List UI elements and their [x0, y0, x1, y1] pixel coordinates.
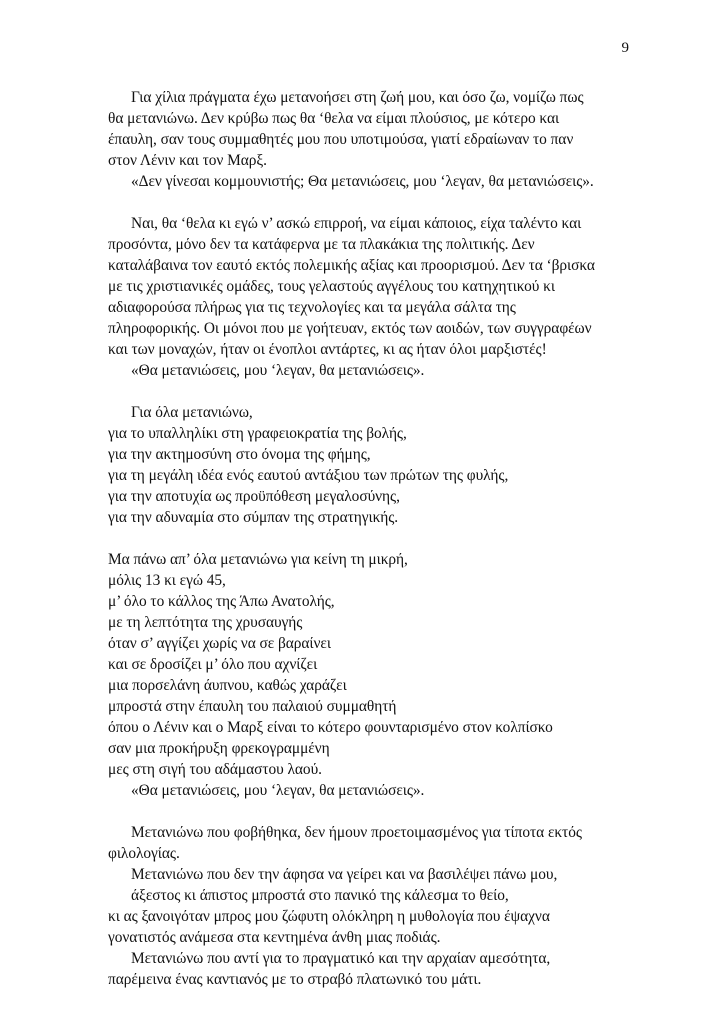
text-line: καταλάβαινα τον εαυτό εκτός πολεμικής αξίας και προορισμού. Δεν τα ‘βρισκα — [108, 257, 595, 274]
text-line: πληροφορικής. Οι μόνοι που με γοήτευαν, εκτός των αοιδών, των συγγραφέων — [108, 320, 592, 337]
text-line: και των μοναχών, ήταν οι ένοπλοι αντάρτες, κι ας ήταν όλοι μαρξιστές! — [108, 341, 547, 358]
paragraph-1 — [108, 87, 628, 192]
verse-line: για την αδυναμία στο σύμπαν της στρατηγικής. — [108, 509, 399, 526]
paragraph-gap — [108, 192, 628, 213]
text-line: άξεστος κι άπιστος μπροστά στο πανικό της κάλεσμα το θείο, — [131, 887, 509, 904]
text-line: στον Λένιν και τον Μαρξ. — [108, 152, 267, 169]
verse-line: για τη μεγάλη ιδέα ενός εαυτού αντάξιου των πρώτων της φυλής, — [108, 467, 509, 484]
text-line: κι ας ξανοιγόταν μπρος μου ζώφυτη ολόκληρη η μυθολογία που έψαχνα — [108, 908, 550, 925]
quote-line: «Θα μετανιώσεις, μου ‘λεγαν, θα μετανιώσεις». — [131, 362, 425, 379]
text-line: Για χίλια πράγματα έχω μετανοήσει στη ζωή μου, και όσο ζω, νομίζω πως — [131, 89, 584, 106]
verse-line: για την αποτυχία ως προϋπόθεση μεγαλοσύνης, — [108, 488, 400, 505]
verse-line: μπροστά στην έπαυλη του παλαιού συμμαθητή — [108, 698, 397, 715]
paragraph-2 — [108, 213, 628, 381]
text-line: παρέμεινα ένας καντιανός με το στραβό πλατωνικό του μάτι. — [108, 971, 482, 988]
paragraph-3 — [108, 822, 628, 990]
verse-line: όταν σ’ αγγίζει χωρίς να σε βαραίνει — [108, 635, 331, 652]
paragraph-gap — [108, 801, 628, 822]
verse-line: όπου ο Λένιν και ο Μαρξ είναι το κότερο φουνταρισμένο στον κολπίσκο — [108, 719, 553, 736]
text-line: Μετανιώνω που αντί για το πραγματικό και την αρχαίαν αμεσότητα, — [131, 950, 551, 967]
verse-line: με τη λεπτότητα της χρυσαυγής — [108, 614, 303, 631]
stanza-2 — [108, 549, 628, 801]
verse-line: μες στη σιγή του αδάμαστου λαού. — [108, 761, 322, 778]
text-line: Ναι, θα ‘θελα κι εγώ ν’ ασκώ επιρροή, να είμαι κάποιος, είχα ταλέντο και — [131, 215, 582, 232]
text-line: με τις χριστιανικές ομάδες, τους γελαστούς αγγέλους του κατηχητικού κι — [108, 278, 555, 295]
verse-line: μόλις 13 κι εγώ 45, — [108, 572, 226, 589]
verse-line: Για όλα μετανιώνω, — [131, 404, 253, 421]
text-line: προσόντα, μόνο δεν τα κατάφερνα με τα πλακάκια της πολιτικής. Δεν — [108, 236, 535, 253]
text-line: έπαυλη, σαν τους συμμαθητές μου που υποτιμούσα, γιατί εδραίωναν το παν — [108, 131, 574, 148]
stanza-1 — [108, 402, 628, 528]
page-number: 9 — [621, 40, 629, 56]
verse-line: σαν μια προκήρυξη φρεκογραμμένη — [108, 740, 330, 757]
verse-line: μ’ όλο το κάλλος της Άπω Ανατολής, — [108, 593, 335, 610]
paragraph-gap — [108, 381, 628, 402]
text-line: αδιαφορούσα πλήρως για τις τεχνολογίες και τα μεγάλα σάλτα της — [108, 299, 516, 316]
verse-line: για την ακτημοσύνη στο όνομα της φήμης, — [108, 446, 371, 463]
text-line: φιλολογίας. — [108, 845, 180, 862]
text-line: γονατιστός ανάμεσα στα κεντημένα άνθη μιας ποδιάς. — [108, 929, 441, 946]
text-line: Μετανιώνω που δεν την άφησα να γείρει και να βασιλέψει πάνω μου, — [131, 866, 558, 883]
paragraph-gap — [108, 528, 628, 549]
text-line: Μετανιώνω που φοβήθηκα, δεν ήμουν προετοιμασμένος για τίποτα εκτός — [131, 824, 582, 841]
quote-line: «Θα μετανιώσεις, μου ‘λεγαν, θα μετανιώσεις». — [131, 782, 425, 799]
page-body — [108, 87, 628, 990]
verse-line: μια πορσελάνη άυπνου, καθώς χαράζει — [108, 677, 347, 694]
verse-line: Μα πάνω απ’ όλα μετανιώνω για κείνη τη μικρή, — [108, 551, 408, 568]
verse-line: για το υπαλληλίκι στη γραφειοκρατία της βολής, — [108, 425, 407, 442]
text-line: θα μετανιώνω. Δεν κρύβω πως θα ‘θελα να είμαι πλούσιος, με κότερο και — [108, 110, 560, 127]
verse-line: και σε δροσίζει μ’ όλο που αχνίζει — [108, 656, 318, 673]
quote-line: «Δεν γίνεσαι κομμουνιστής; Θα μετανιώσεις, μου ‘λεγαν, θα μετανιώσεις». — [131, 173, 594, 190]
